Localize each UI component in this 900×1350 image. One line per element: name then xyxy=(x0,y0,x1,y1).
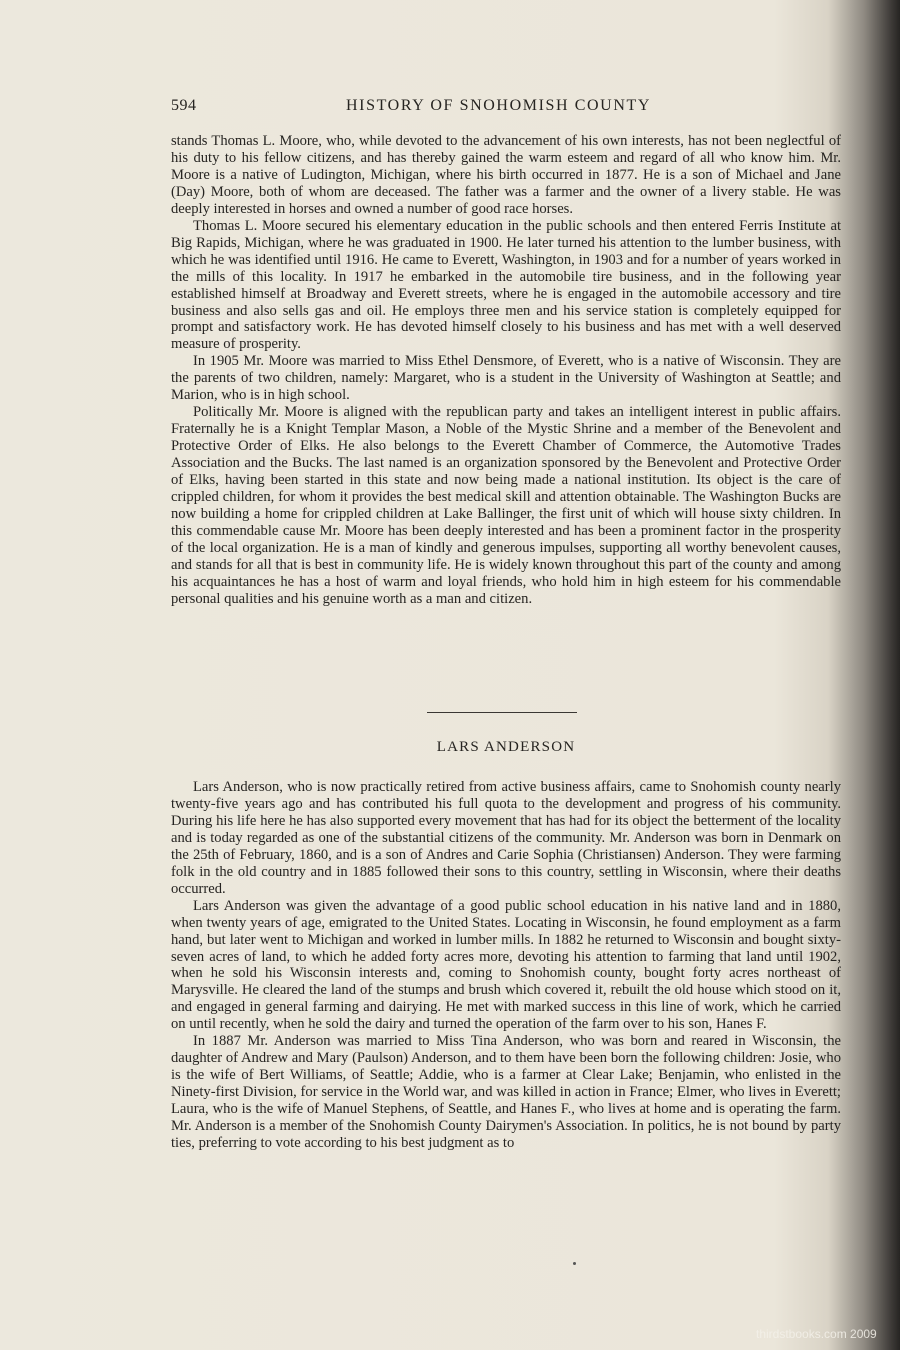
moore-biography xyxy=(171,133,841,685)
ink-speck xyxy=(573,1262,576,1265)
running-title: HISTORY OF SNOHOMISH COUNTY xyxy=(346,97,652,114)
paragraph: Lars Anderson was given the advantage of a good public school education in his native land and in 1880, when twenty years of age, emigrated to the United States. Locating in Wisconsin, he found employment as a farm hand, but later went to Michigan and worked in lumber mills. In 1882 he returned to Wisconsin and bought sixty-seven acres of land, to which he added forty acres more, devoting his attention to farming that land until 1902, when he sold his Wisconsin interests and, coming to Snohomish county, bought forty acres northeast of Marysville. He cleared the land of the stumps and brush which covered it, rebuilt the old house which stood on it, and engaged in general farming and dairying. He met with marked success in this line of work, which he carried on until recently, when he sold the dairy and turned the operation of the farm over to his son, Hanes F. xyxy=(171,897,841,1033)
page-number: 594 xyxy=(171,97,197,114)
paragraph: Thomas L. Moore secured his elementary education in the public schools and then entered Ferris Institute at Big Rapids, Michigan, where he was graduated in 1900. He later turned his attention to the lumber business, with which he was identified until 1916. He came to Everett, Washington, in 1903 and for a number of years worked in the mills of this locality. In 1917 he embarked in the automobile tire business, and in the following year established himself at Broadway and Everett streets, where he is engaged in the automobile accessory and tire business and also sells gas and oil. He employs three men and his service station is completely equipped for prompt and satisfactory work. He has devoted himself closely to his business and has met with a well deserved measure of prosperity. xyxy=(171,217,841,353)
watermark: thirdstbooks.com 2009 xyxy=(756,1327,877,1341)
paragraph: stands Thomas L. Moore, who, while devoted to the advancement of his own interests, has not been neglectful of his duty to his fellow citizens, and has thereby gained the warm esteem and regard of all who know him. Mr. Moore is a native of Ludington, Michigan, where his birth occurred in 1877. He is a son of Michael and Jane (Day) Moore, both of whom are deceased. The father was a farmer and the owner of a livery stable. He was deeply interested in horses and owned a number of good race horses. xyxy=(171,133,841,217)
paragraph: Lars Anderson, who is now practically retired from active business affairs, came to Snohomish county nearly twenty-five years ago and has contributed his full quota to the development and progress of his community. During his life here he has also supported every movement that has had for its object the betterment of the locality and is today regarded as one of the substantial citizens of the community. Mr. Anderson was born in Denmark on the 25th of February, 1860, and is a son of Andres and Carie Sophia (Christiansen) Anderson. They were farming folk in the old country and in 1885 followed their sons to this country, settling in Wisconsin, where their deaths occurred. xyxy=(171,779,841,897)
paragraph: In 1905 Mr. Moore was married to Miss Ethel Densmore, of Everett, who is a native of Wisconsin. They are the parents of two children, namely: Margaret, who is a student in the University of Washington at Seattle; and Marion, who is in high school. xyxy=(171,353,841,404)
page-header xyxy=(171,97,841,121)
section-heading: LARS ANDERSON xyxy=(436,739,576,755)
section-divider xyxy=(427,712,577,713)
anderson-biography xyxy=(171,779,841,1256)
paragraph: Politically Mr. Moore is aligned with the republican party and takes an intelligent interest in public affairs. Fraternally he is a Knight Templar Mason, a Noble of the Mystic Shrine and a member of the Benevolent and Protective Order of Elks. He also belongs to the Everett Chamber of Commerce, the Automotive Trades Association and the Bucks. The last named is an organization sponsored by the Benevolent and Protective Order of Elks, having been started in this state and now being made a national institution. Its object is the care of crippled children, for whom it provides the best medical skill and attention obtainable. The Washington Bucks are now building a home for crippled children at Lake Ballinger, the first unit of which will house sixty children. In this commendable cause Mr. Moore has been deeply interested and has been a prominent factor in the prosperity of the local organization. He is a man of kindly and generous impulses, supporting all worthy benevolent causes, and stands for all that is best in community life. He is widely known throughout this part of the county and among his acquaintances he has a host of warm and loyal friends, who hold him in high esteem for his commendable personal qualities and his genuine worth as a man and citizen. xyxy=(171,404,841,607)
paragraph: In 1887 Mr. Anderson was married to Miss Tina Anderson, who was born and reared in Wisconsin, the daughter of Andrew and Mary (Paulson) Anderson, and to them have been born the following children: Josie, who is the wife of Bert Williams, of Seattle; Addie, who is a farmer at Clear Lake; Benjamin, who enlisted in the Ninety-first Division, for service in the World war, and was killed in action in France; Elmer, who lives in Everett; Laura, who is the wife of Manuel Stephens, of Seattle, and Hanes F., who lives at home and is operating the farm. Mr. Anderson is a member of the Snohomish County Dairymen's Association. In politics, he is not bound by party ties, preferring to vote according to his best judgment as to xyxy=(171,1033,841,1152)
